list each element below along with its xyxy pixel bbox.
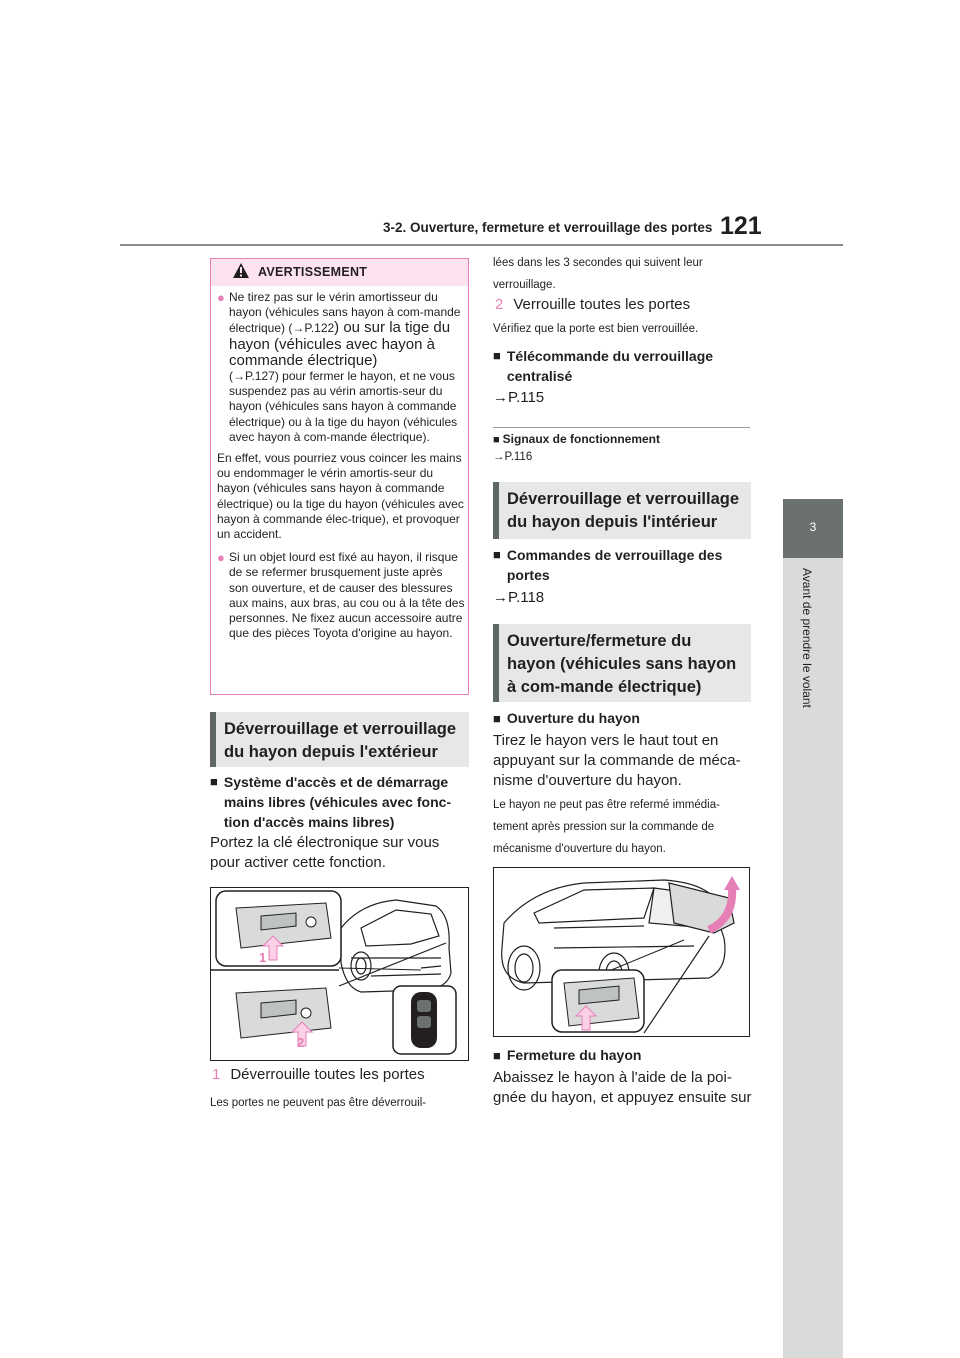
warning-text: Ne tirez pas sur le vérin amortisseur du hayon (véhicules sans hayon à com-mande électrique) ( (229, 290, 461, 336)
chapter-title-vertical (780, 568, 820, 828)
bullet-dot-icon: ● (217, 290, 225, 305)
step-1 (212, 1065, 472, 1085)
running-header-title: 3-2. Ouverture, fermeture et verrouillage des portes (383, 220, 713, 235)
signals-page-reference[interactable]: →P.116 (493, 451, 533, 463)
subheading-text: Télécommande du verrouillage centralisé (506, 348, 714, 384)
chapter-title: Avant de prendre le volant (800, 568, 814, 708)
figure-callout-1: 1 (259, 950, 267, 965)
step-1-note-continued: lées dans les 3 secondes qui suivent leur verrouillage. (493, 257, 703, 291)
subheading-text: Système d'accès et de démarrage mains libres (véhicules avec fonc-tion d'accès mains libres) (223, 774, 452, 830)
square-bullet-icon: ■ (493, 547, 501, 562)
warning-triangle-icon (232, 262, 250, 284)
square-bullet-icon: ■ (493, 434, 500, 446)
page-reference-link[interactable]: →P.122 (292, 321, 335, 336)
smart-entry-body: Portez la clé électronique sur vous pour activer cette fonction. (210, 834, 440, 871)
warning-text: ) pour fermer le hayon, et ne vous suspendez pas au vérin amortis-seur du hayon (véhicules sans hayon à commande électrique) ou à la tige du hayon (véhicules avec hayon à com-mande électrique). (229, 369, 458, 444)
step-1-note: Les portes ne peuvent pas être déverrouil- (210, 1097, 427, 1109)
warning-title: AVERTISSEMENT (258, 265, 368, 279)
section-heading-exterior: Déverrouillage et verrouillage du hayon depuis l'extérieur (210, 712, 469, 767)
warning-bullet-1 (217, 290, 465, 445)
subheading-remote (493, 346, 751, 386)
step-number: 1 (212, 1066, 221, 1083)
rear-door-handle-illustration (211, 888, 468, 1060)
figure-callout-2: 2 (297, 1035, 305, 1050)
header-rule (120, 244, 843, 246)
subheading-opening (493, 708, 751, 729)
square-bullet-icon: ■ (210, 774, 218, 789)
bullet-dot-icon: ● (217, 550, 225, 566)
step-2 (495, 295, 753, 315)
subheading-text: Fermeture du hayon (506, 1047, 642, 1063)
square-bullet-icon: ■ (493, 1048, 501, 1063)
step-text: Verrouille toutes les portes (513, 296, 691, 313)
remote-page-reference[interactable]: →P.115 (493, 389, 545, 406)
step-2-note: Vérifiez que la porte est bien verrouillée. (493, 323, 699, 335)
door-lock-page-reference[interactable]: →P.118 (493, 589, 545, 606)
divider (493, 427, 750, 428)
figure-tailgate-opening (493, 867, 750, 1037)
warning-text: Si un objet lourd est fixé au hayon, il risque de se refermer brusquement juste après son ouverture, et de causer des blessures aux mains, aux bras, au cou ou à la tête des personnes. Ne fixez aucun accessoire autre que des pièces Toyota d'origine au hayon. (229, 550, 465, 641)
page-number: 121 (720, 212, 762, 240)
warning-bullet-2 (217, 550, 465, 641)
warning-paragraph: En effet, vous pourriez vous coincer les mains ou endommager le vérin amortis-seur du hayon (véhicules sans hayon à commande électrique) ou la tige du hayon (véhicules avec hayon à commande élec-trique), et provoquer un accident. (217, 451, 464, 542)
closing-body: Abaissez le hayon à l'aide de la poi-gnée du hayon, et appuyez ensuite sur (493, 1069, 752, 1106)
warning-text: ( (229, 369, 233, 384)
opening-note: Le hayon ne peut pas être refermé immédia-tement après pression sur la commande de mécanisme d'ouverture du hayon. (493, 799, 720, 855)
chapter-number: 3 (809, 520, 817, 534)
subheading-text: Signaux de fonctionnement (502, 432, 660, 446)
subheading-closing (493, 1045, 751, 1066)
subheading-signals (493, 432, 660, 446)
page-reference-link[interactable]: →P.127 (233, 369, 275, 384)
subheading-text: Ouverture du hayon (506, 710, 640, 726)
square-bullet-icon: ■ (493, 348, 501, 363)
subheading-door-lock (493, 545, 751, 585)
section-heading-interior: Déverrouillage et verrouillage du hayon depuis l'intérieur (493, 482, 751, 539)
step-number: 2 (495, 296, 504, 313)
section-heading-tailgate: Ouverture/fermeture du hayon (véhicules sans hayon à com-mande électrique) (493, 624, 751, 702)
square-bullet-icon: ■ (493, 711, 501, 726)
opening-body: Tirez le hayon vers le haut tout en appuyant sur la commande de méca-nisme d'ouverture du hayon. (493, 732, 741, 789)
tailgate-illustration (494, 868, 749, 1036)
subheading-smart-entry (210, 772, 468, 832)
subheading-text: Commandes de verrouillage des portes (506, 547, 723, 583)
figure-exterior-unlock (210, 887, 469, 1061)
warning-text: ) ou sur la tige du hayon (véhicules avec hayon à commande électrique) (229, 319, 451, 369)
step-text: Déverrouille toutes les portes (230, 1066, 425, 1083)
warning-body (217, 290, 465, 641)
